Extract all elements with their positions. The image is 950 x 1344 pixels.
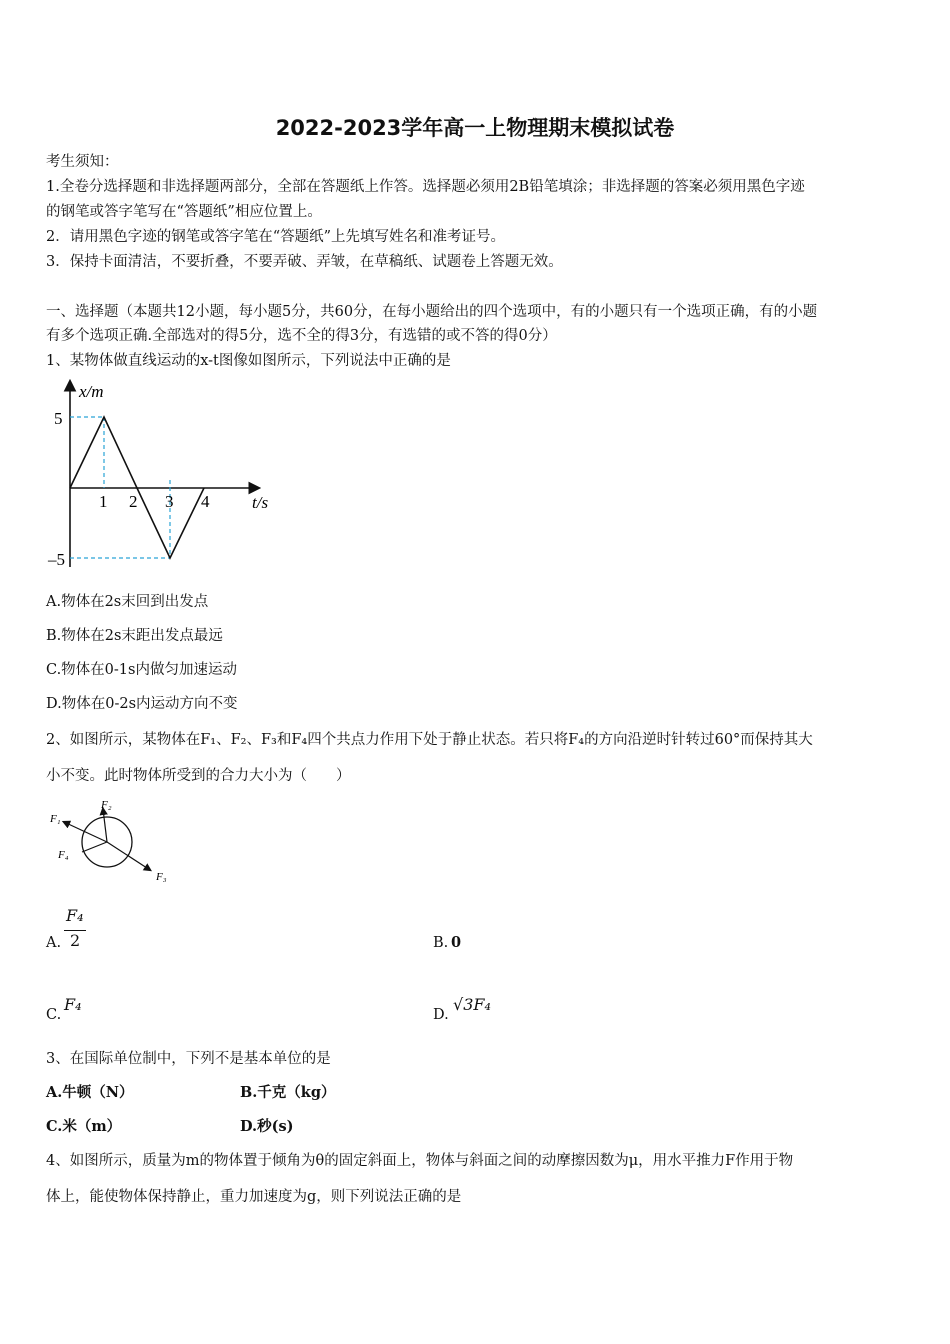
section-instructions: 一、选择题（本题共12小题，每小题5分，共60分，在每小题给出的四个选项中，有的小题只有一个选项正确，有的小题: [46, 304, 818, 320]
section-instructions: 有多个选项正确.全部选对的得5分，选不全的得3分，有选错的或不答的得0分）: [46, 328, 557, 344]
y-tick: –5: [48, 550, 65, 569]
q2-option-b-letter: B.: [433, 935, 449, 951]
x-tick: 2: [129, 492, 138, 511]
q3-option-c: C.米（m）: [46, 1118, 122, 1135]
question-2-text: 2、如图所示，某物体在F₁、F₂、F₃和F₄四个共点力作用下处于静止状态。若只将F₄的方向沿逆时针转过60°而保持其大: [46, 732, 813, 748]
y-tick: 5: [54, 409, 63, 428]
notice-item: 1.全卷分选择题和非选择题两部分，全部在答题纸上作答。选择题必须用2B铅笔填涂；非选择题的答案必须用黑色字迹: [46, 179, 805, 195]
q2-option-d-value: √3F₄: [453, 995, 491, 1014]
page-title: 2022-2023学年高一上物理期末模拟试卷: [275, 116, 675, 140]
question-3-text: 3、在国际单位制中，下列不是基本单位的是: [46, 1051, 331, 1067]
q2-option-b-value: 0: [451, 934, 462, 951]
y-axis-label: x/m: [79, 382, 104, 401]
question-2-text: 小不变。此时物体所受到的合力大小为（ ）: [46, 768, 351, 784]
q1-option-c: C.物体在0-1s内做匀加速运动: [46, 662, 237, 678]
notice-item: 的钢笔或答字笔写在“答题纸”相应位置上。: [46, 204, 322, 220]
q3-option-b: B.千克（kg）: [240, 1084, 336, 1101]
q2-option-a-letter: A.: [46, 935, 62, 951]
q1-option-a: A.物体在2s末回到出发点: [46, 594, 209, 610]
notice-item: 3．保持卡面清洁，不要折叠，不要弄破、弄皱，在草稿纸、试题卷上答题无效。: [46, 254, 563, 270]
q1-option-b: B.物体在2s末距出发点最远: [46, 628, 223, 644]
notice-heading: 考生须知：: [46, 154, 119, 170]
question-4-text: 体上，能使物体保持静止，重力加速度为g，则下列说法正确的是: [46, 1189, 462, 1205]
q2-option-c-letter: C.: [46, 1007, 62, 1023]
q1-xt-graph: [46, 372, 286, 577]
x-tick: 4: [201, 492, 210, 511]
x-tick: 1: [99, 492, 108, 511]
f4-label: F₄: [58, 849, 69, 861]
notice-item: 2．请用黑色字迹的钢笔或答字笔在“答题纸”上先填写姓名和准考证号。: [46, 229, 506, 245]
q2-force-diagram: [46, 796, 176, 886]
force-f2: [103, 809, 107, 842]
q3-option-a: A.牛顿（N）: [46, 1084, 134, 1101]
question-1-text: 1、某物体做直线运动的x-t图像如图所示，下列说法中正确的是: [46, 353, 451, 369]
f3-label: F₃: [156, 871, 167, 883]
q2-option-c-value: F₄: [64, 995, 82, 1014]
question-4-text: 4、如图所示，质量为m的物体置于倾角为θ的固定斜面上，物体与斜面之间的动摩擦因数为μ，用水平推力F作用于物: [46, 1153, 794, 1169]
q1-option-d: D.物体在0-2s内运动方向不变: [46, 696, 238, 712]
q2-option-a-numerator: F₄: [66, 906, 84, 925]
q3-option-d: D.秒(s): [240, 1118, 294, 1135]
q2-option-a-denominator: 2: [70, 931, 81, 950]
q2-option-d-letter: D.: [433, 1007, 449, 1023]
force-f4: [82, 842, 107, 852]
force-f1: [64, 822, 107, 842]
f2-label: F₂: [101, 799, 112, 811]
x-tick: 3: [165, 492, 174, 511]
x-axis-label: t/s: [252, 493, 269, 512]
f1-label: F₁: [50, 813, 61, 825]
